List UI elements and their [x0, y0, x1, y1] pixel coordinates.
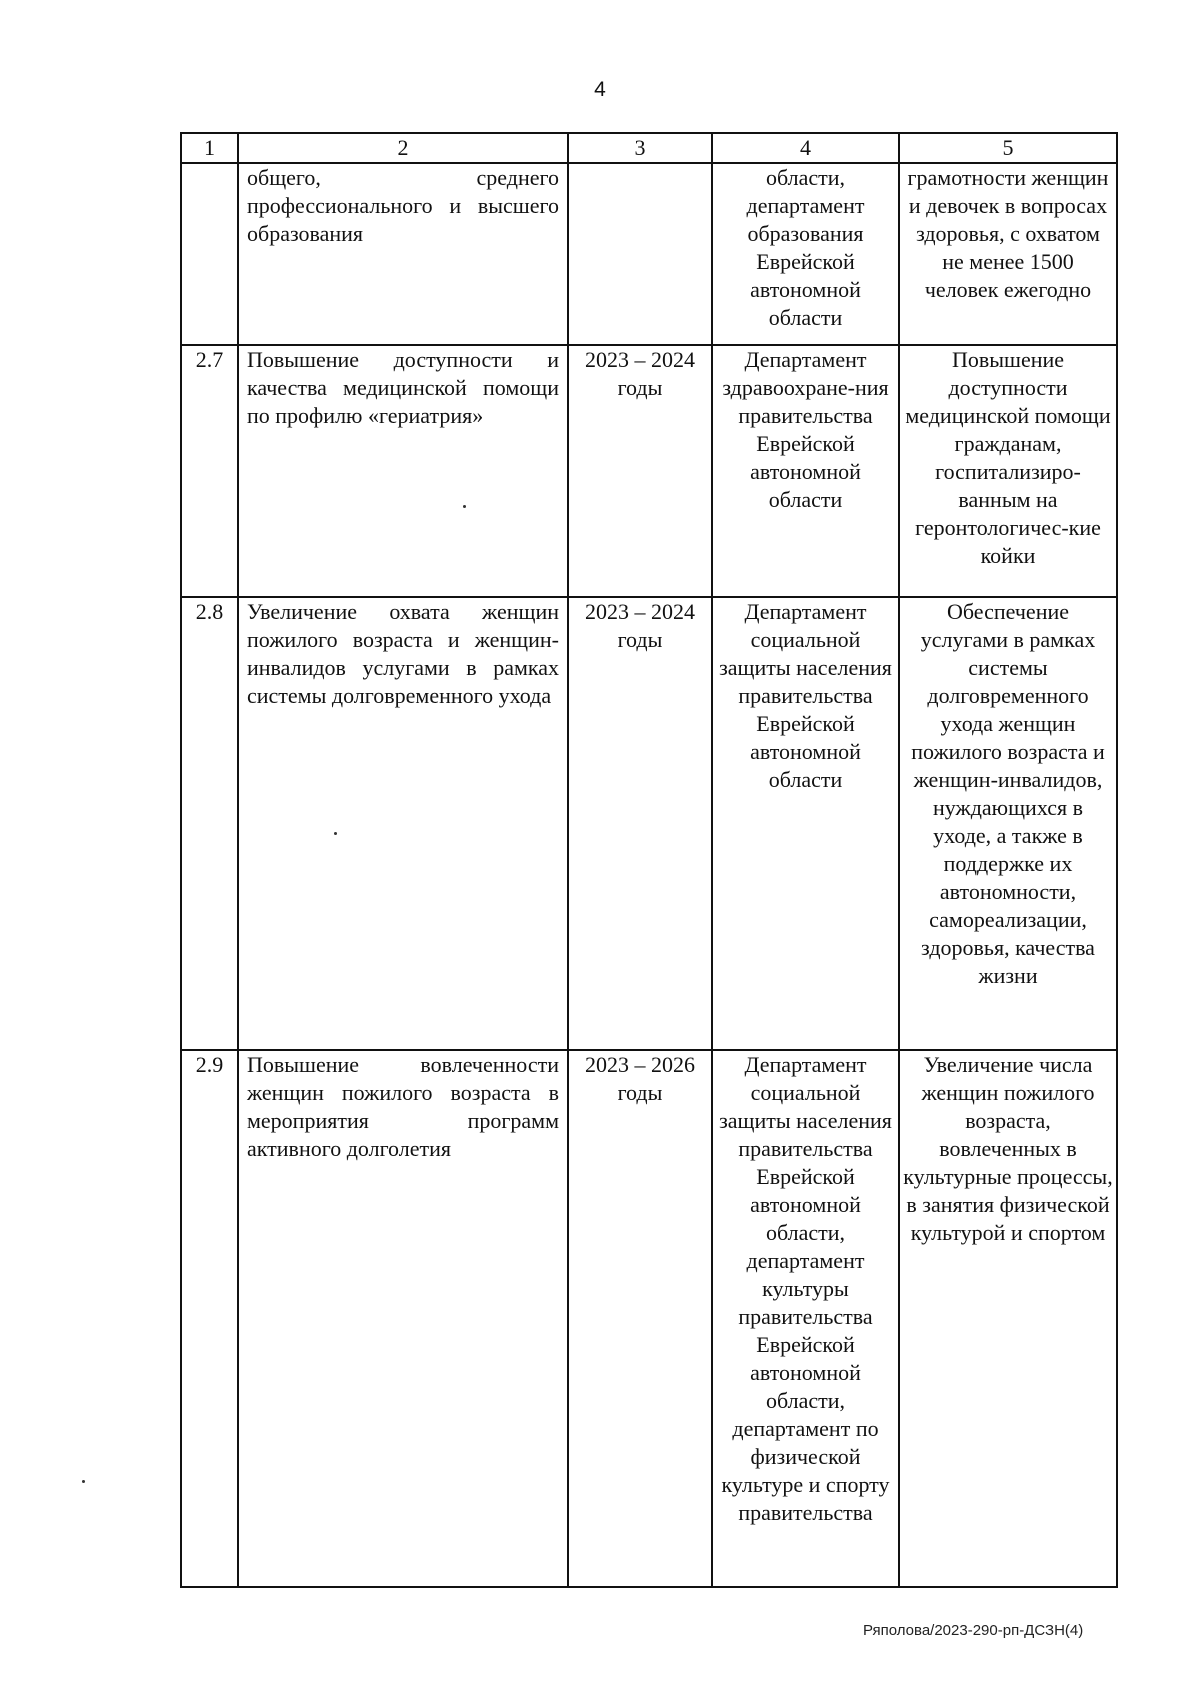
period-cell	[568, 163, 712, 345]
executor-cell: Департамент социальной защиты населения правительства Еврейской автономной области	[712, 597, 899, 1050]
header-cell-5: 5	[899, 133, 1117, 163]
measure-cell: Повышение вовлеченности женщин пожилого возраста в мероприятия программ активного долголетия	[238, 1050, 568, 1587]
result-cell: Обеспечение услугами в рамках системы долговременного ухода женщин пожилого возраста и женщин-инвалидов, нуждающихся в уходе, а также в поддержке их автономности, самореализации, здоровья, качества жизни	[899, 597, 1117, 1050]
scan-speck	[463, 505, 466, 508]
row-number: 2.8	[181, 597, 238, 1050]
row-number: 2.9	[181, 1050, 238, 1587]
table-header-row	[181, 133, 1117, 163]
result-cell: грамотности женщин и девочек в вопросах здоровья, с охватом не менее 1500 человек ежегодно	[899, 163, 1117, 345]
result-cell: Увеличение числа женщин пожилого возраста, вовлеченных в культурные процессы, в занятия физической культурой и спортом	[899, 1050, 1117, 1587]
header-cell-2: 2	[238, 133, 568, 163]
period-cell: 2023 – 2024 годы	[568, 597, 712, 1050]
scan-speck	[334, 832, 337, 835]
period-cell: 2023 – 2026 годы	[568, 1050, 712, 1587]
header-cell-1: 1	[181, 133, 238, 163]
page-number: 4	[594, 78, 606, 101]
row-number	[181, 163, 238, 345]
header-cell-3: 3	[568, 133, 712, 163]
table-row	[181, 345, 1117, 597]
document-id-footer: Ряполова/2023-290-рп-ДСЗН(4)	[863, 1622, 1084, 1639]
measure-cell: общего, среднего профессионального и высшего образования	[238, 163, 568, 345]
executor-cell: Департамент социальной защиты населения правительства Еврейской автономной области, департамент культуры правительства Еврейской автономной области, департамент по физической культуре и спорту правительства	[712, 1050, 899, 1587]
table-row	[181, 1050, 1117, 1587]
row-number: 2.7	[181, 345, 238, 597]
result-cell: Повышение доступности медицинской помощи гражданам, госпитализиро-ванным на геронтологичес-кие койки	[899, 345, 1117, 597]
header-cell-4: 4	[712, 133, 899, 163]
measure-cell: Повышение доступности и качества медицинской помощи по профилю «гериатрия»	[238, 345, 568, 597]
executor-cell: области, департамент образования Еврейской автономной области	[712, 163, 899, 345]
table-row	[181, 163, 1117, 345]
period-cell: 2023 – 2024 годы	[568, 345, 712, 597]
measure-cell: Увеличение охвата женщин пожилого возраста и женщин-инвалидов услугами в рамках системы долговременного ухода	[238, 597, 568, 1050]
table-row	[181, 597, 1117, 1050]
measures-table	[180, 132, 1118, 1588]
executor-cell: Департамент здравоохране-ния правительства Еврейской автономной области	[712, 345, 899, 597]
scan-speck	[82, 1480, 85, 1483]
